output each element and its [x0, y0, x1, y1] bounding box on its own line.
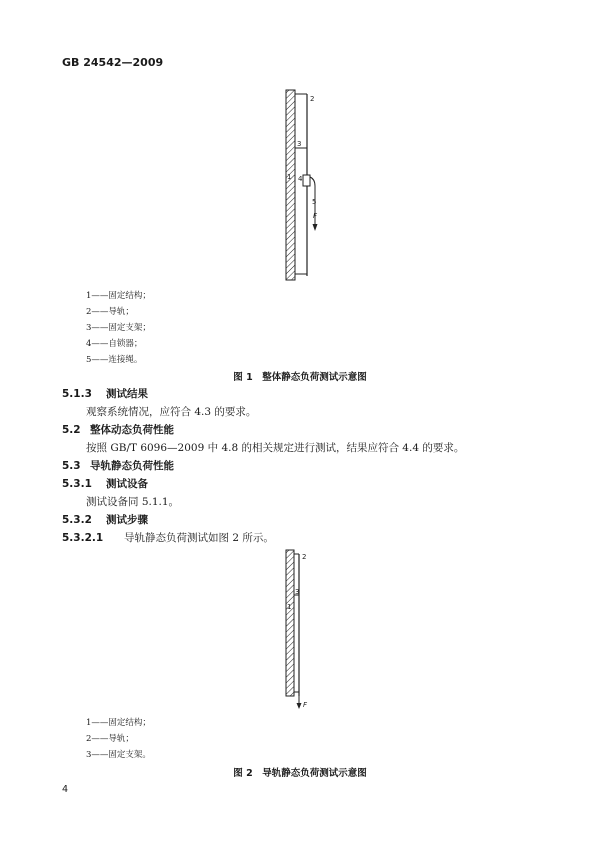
fixed-structure-wall	[286, 90, 295, 280]
section-heading	[62, 458, 174, 473]
label-3: 3	[295, 588, 300, 596]
section-title: 测试步骤	[106, 514, 148, 526]
section-number: 5.3.2.1	[62, 532, 104, 544]
section-text: 测试设备同 5.1.1。	[86, 496, 180, 508]
figure-1-legend-5: 5——连接绳。	[86, 355, 143, 365]
label-2: 2	[302, 553, 307, 561]
section-heading	[62, 386, 148, 401]
figure-1-caption: 图 1 整体静态负荷测试示意图	[233, 372, 367, 383]
label-4: 4	[298, 175, 303, 183]
figure-1-legend-1: 1——固定结构；	[86, 291, 151, 301]
section-number: 5.3.1	[62, 478, 92, 490]
fixed-structure-wall	[286, 550, 294, 696]
section-text: 导轨静态负荷测试如图 2 所示。	[124, 532, 274, 544]
figure-2-legend-2: 2——导轨；	[86, 734, 134, 744]
section-heading	[62, 476, 148, 491]
section-title: 导轨静态负荷性能	[90, 460, 174, 472]
section-number: 5.1.3	[62, 388, 92, 400]
standard-code: GB 24542—2009	[62, 56, 164, 69]
section-text: 按照 GB/T 6096—2009 中 4.8 的相关规定进行测试，结果应符合 4.4 的要求。	[86, 442, 465, 454]
figure-1-legend-2: 2——导轨；	[86, 307, 134, 317]
page-number: 4	[62, 784, 69, 795]
section-text: 观察系统情况，应符合 4.3 的要求。	[86, 406, 257, 418]
section-number: 5.3.2	[62, 514, 92, 526]
figure-1-diagram	[270, 86, 340, 286]
label-1: 1	[287, 603, 292, 611]
section-heading	[62, 530, 274, 545]
force-arrow-head	[313, 224, 318, 231]
force-arrow-head	[297, 703, 302, 709]
label-2: 2	[310, 95, 315, 103]
label-f: F	[313, 212, 318, 220]
label-3: 3	[297, 140, 302, 148]
figure-1-legend-4: 4——自锁器；	[86, 339, 143, 349]
self-locking-device	[303, 175, 310, 186]
section-number: 5.2	[62, 424, 81, 436]
section-title: 整体动态负荷性能	[90, 424, 174, 436]
section-heading	[62, 512, 148, 527]
figure-2-caption: 图 2 导轨静态负荷测试示意图	[233, 768, 367, 779]
section-number: 5.3	[62, 460, 81, 472]
label-5: 5	[312, 198, 317, 206]
section-heading	[62, 422, 174, 437]
section-title: 测试设备	[106, 478, 148, 490]
figure-2-diagram	[270, 546, 340, 712]
figure-2-legend-3: 3——固定支架。	[86, 750, 151, 760]
label-f: F	[303, 701, 308, 709]
section-title: 测试结果	[106, 388, 148, 400]
figure-1-legend-3: 3——固定支架；	[86, 323, 151, 333]
label-1: 1	[287, 173, 292, 181]
figure-2-legend-1: 1——固定结构；	[86, 718, 151, 728]
